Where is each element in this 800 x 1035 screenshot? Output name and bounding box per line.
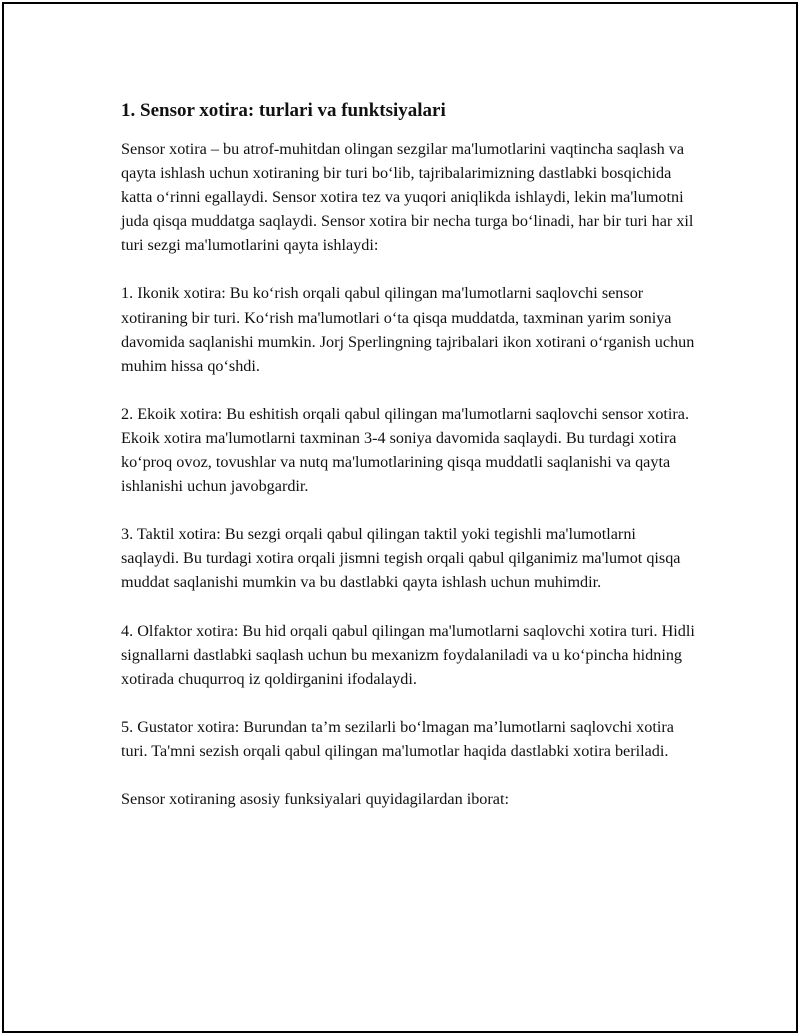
paragraph-gustatory-memory: 5. Gustator xotira: Burundan ta’m sezilarli bo‘lmagan ma’lumotlarni saqlovchi xotira turi. Ta'mni sezish orqali qabul qilingan ma'lumotlar haqida dastlabki xotira beriladi. — [121, 717, 674, 760]
paragraph-olfactory-memory: 4. Olfaktor xotira: Bu hid orqali qabul qilingan ma'lumotlarni saqlovchi xotira turi. Hidli signallarni dastlabki saqlash uchun bu mexanizm foydalaniladi va u ko‘pincha hidning xotirada chuqurroq iz qoldirganini ifodalaydi. — [121, 621, 695, 688]
section-title: 1. Sensor xotira: turlari va funktsiyalari — [121, 100, 446, 121]
paragraph-echoic-memory: 2. Ekoik xotira: Bu eshitish orqali qabul qilingan ma'lumotlarni saqlovchi sensor xotira. Ekoik xotira ma'lumotlarni taxminan 3-4 soniya davomida saqlaydi. Bu turdagi xotira ko‘proq ovoz, tovushlar va nutq ma'lumotlarining qisqa muddatli saqlanishi va qayta ishlanishi uchun javobgardir. — [121, 404, 690, 496]
paragraph-functions-intro: Sensor xotiraning asosiy funksiyalari quyidagilardan iborat: — [121, 789, 509, 808]
intro-paragraph: Sensor xotira – bu atrof-muhitdan olingan sezgilar ma'lumotlarini vaqtincha saqlash va qayta ishlash uchun xotiraning bir turi bo‘lib, tajribalarimizning dastlabki bosqichida katta o‘rinni egallaydi. Sensor xotira tez va yuqori aniqlikda ishlaydi, lekin ma'lumotni juda qisqa muddatga saqlaydi. Sensor xotira bir necha turga bo‘linadi, har bir turi har xil turi sezgi ma'lumotlarini qayta ishlaydi: — [121, 140, 694, 255]
document-body — [121, 98, 696, 835]
paragraph-iconic-memory: 1. Ikonik xotira: Bu ko‘rish orqali qabul qilingan ma'lumotlarni saqlovchi sensor xotiraning bir turi. Ko‘rish ma'lumotlari o‘ta qisqa muddatda, taxminan yarim soniya davomida saqlanishi mumkin. Jorj Sperlingning tajribalari ikon xotirani o‘rganish uchun muhim hissa qo‘shdi. — [121, 284, 695, 375]
page-frame — [2, 2, 798, 1033]
paragraph-tactile-memory: 3. Taktil xotira: Bu sezgi orqali qabul qilingan taktil yoki tegishli ma'lumotlarni saqlaydi. Bu turdagi xotira orqali jismni tegish orqali qabul qilganimiz ma'lumot qisqa muddat saqlanishi mumkin va bu dastlabki qayta ishlash uchun muhimdir. — [121, 525, 681, 592]
